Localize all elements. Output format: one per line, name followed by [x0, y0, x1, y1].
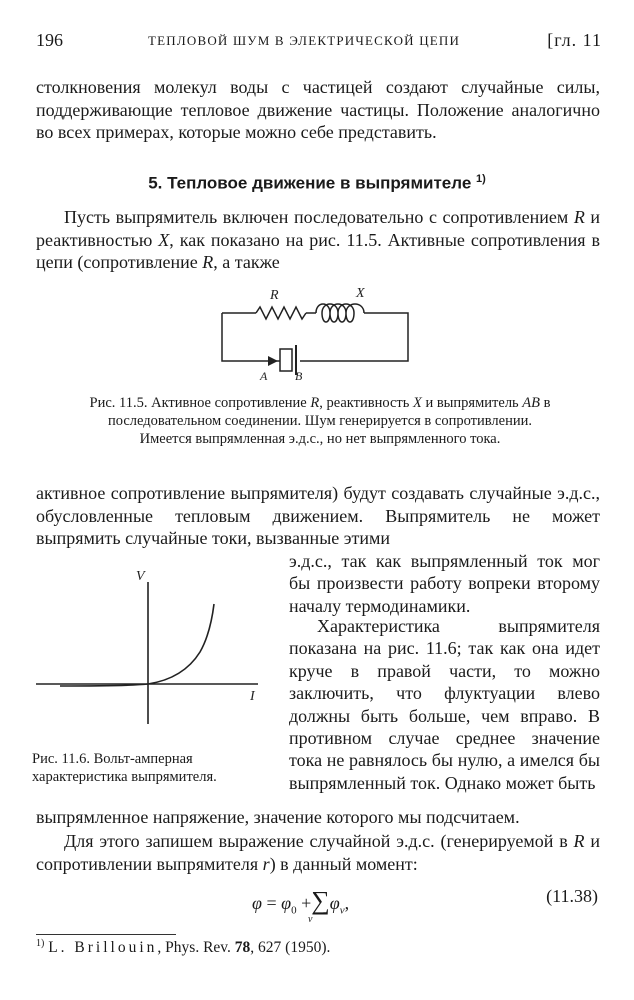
figure-11-6-graph: [32, 560, 272, 730]
equation-11-38: [0, 886, 634, 925]
paragraph-emf: Для этого запишем выражение случайной э.д.с. (генерируемой в R и сопротивлении выпрямителя r) в данный момент:: [36, 831, 600, 874]
paragraph-continuation: столкновения молекул воды с частицей создают случайные силы, поддерживающие тепловое движение частицы. Положение аналогично во всех примерах, которые можно себе представить.: [36, 77, 600, 143]
rectifier-element: [280, 349, 292, 371]
paragraph-rectifier-wrap: э.д.с., так как выпрямленный ток мог бы произвести работу вопреки второму началу термодинамики.: [289, 551, 600, 616]
page-number: 196: [36, 30, 63, 50]
axis-label-I: I: [250, 689, 255, 704]
label-B: B: [295, 369, 303, 383]
section-footnote-mark: 1): [476, 173, 486, 185]
wire-left: [222, 313, 280, 361]
rectifier-arrow: [268, 356, 278, 366]
label-X: X: [356, 286, 365, 301]
section-title: 5. Тепловое движение в выпрямителе: [148, 173, 472, 193]
resistor-zigzag: [256, 307, 306, 319]
figure-11-5-caption: Рис. 11.5. Активное сопротивление R, реактивность X и выпрямитель AB в последовательном соединении. Шум генерируется в сопротивлении. Имеется выпрямленная э.д.с., но нет выпрямленного тока.: [89, 395, 551, 447]
paragraph-voltage: выпрямленное напряжение, значение которого мы подсчитаем.: [36, 807, 520, 827]
footnote-rule: [36, 934, 176, 935]
iv-curve: [60, 604, 214, 686]
wire-right: [300, 313, 408, 361]
equation-formula: $\varphi = \varphi_0 +\sum\varphi_\nu$, ν: [252, 886, 350, 925]
figure-11-5-circuit: [216, 283, 416, 383]
footnote: $^{1)}$ L. Brillouin, Phys. Rev. 78, 627 (1950).: [36, 938, 331, 957]
running-header: [36, 30, 602, 54]
equation-number: (11.38): [546, 886, 598, 906]
inductor-coil: [316, 304, 364, 322]
paragraph-intro: Пусть выпрямитель включен последовательно с сопротивлением R и реактивностью X, как показано на рис. 11.5. Активные сопротивления в цепи (сопротивление R, а также: [36, 207, 600, 273]
footnote-author: L. Brillouin: [48, 939, 158, 957]
label-R: R: [270, 288, 279, 303]
sum-symbol: ∑: [311, 886, 330, 915]
chapter-marker: [гл. 11: [547, 30, 602, 50]
running-title: ТЕПЛОВОЙ ШУМ В ЭЛЕКТРИЧЕСКОЙ ЦЕПИ: [148, 33, 461, 48]
label-A: A: [260, 369, 268, 383]
paragraph-characteristic: Характеристика выпрямителя показана на рис. 11.6; так как она идет круче в правой части, то можно заключить, что флуктуации влево должны быть больше, чем вправо. В противном случае среднее значение тока не равнялось бы нулю, а имелся бы выпрямленный ток. Однако может быть: [289, 616, 600, 793]
axis-label-V: V: [136, 569, 145, 584]
figure-11-6-caption: Рис. 11.6. Вольт-амперная характеристика выпрямителя.: [32, 751, 217, 785]
sum-index: ν: [308, 914, 313, 925]
paragraph-rectifier-top: активное сопротивление выпрямителя) будут создавать случайные э.д.с., обусловленные тепловым движением. Выпрямитель не может выпрямить случайные токи, вызванные этими: [36, 483, 600, 549]
section-heading: [0, 173, 634, 194]
